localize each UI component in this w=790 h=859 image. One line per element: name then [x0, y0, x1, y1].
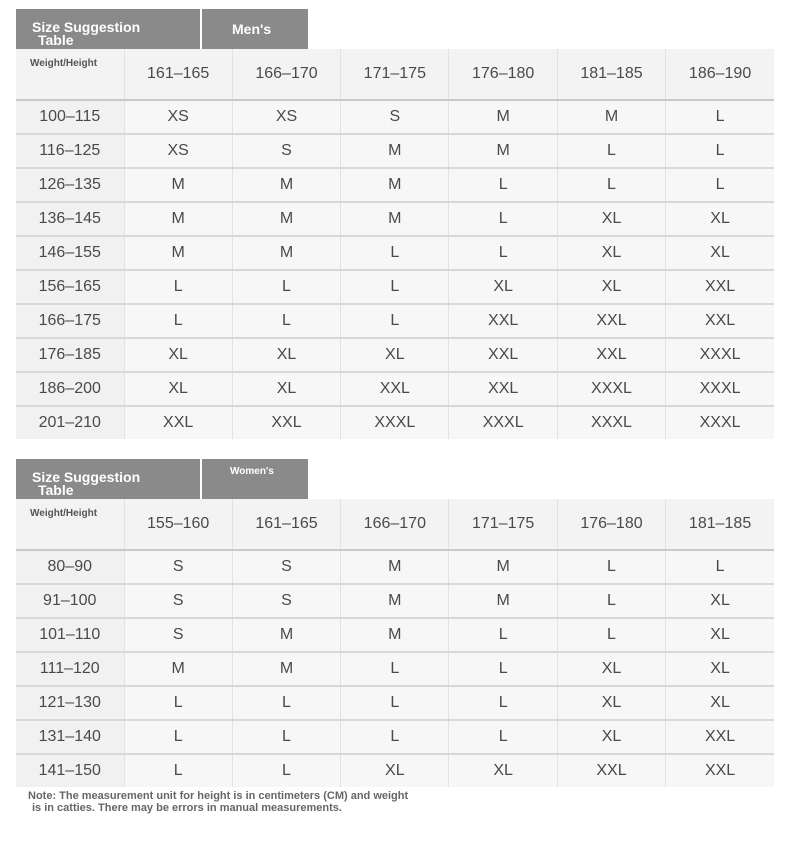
size-cell: M: [341, 618, 449, 652]
womens-size-table-block: [16, 459, 774, 787]
size-cell: XXXL: [666, 372, 774, 406]
size-cell: XXL: [666, 754, 774, 787]
size-cell: L: [666, 100, 774, 134]
height-header-cell: 155–160: [124, 499, 232, 550]
size-cell: M: [449, 100, 557, 134]
womens-title-line1: Size Suggestion: [32, 469, 141, 485]
size-cell: XL: [557, 652, 665, 686]
table-header-row: [16, 499, 774, 550]
table-row: [16, 686, 774, 720]
size-cell: XL: [666, 202, 774, 236]
size-cell: L: [232, 686, 340, 720]
size-cell: S: [341, 100, 449, 134]
size-cell: XXL: [341, 372, 449, 406]
table-row: [16, 550, 774, 584]
weight-cell: 91–100: [16, 584, 124, 618]
size-cell: M: [124, 202, 232, 236]
weight-cell: 146–155: [16, 236, 124, 270]
table-row: [16, 754, 774, 787]
size-cell: XL: [557, 270, 665, 304]
mens-size-table: [16, 49, 774, 439]
womens-title-line2: Table: [38, 482, 74, 498]
size-cell: XXL: [666, 304, 774, 338]
size-cell: XXXL: [449, 406, 557, 439]
size-cell: XXXL: [666, 406, 774, 439]
size-cell: L: [232, 270, 340, 304]
size-cell: M: [341, 134, 449, 168]
table-row: [16, 202, 774, 236]
height-header-cell: 161–165: [232, 499, 340, 550]
note-line2: is in catties. There may be errors in manual measurements.: [32, 802, 342, 814]
size-cell: XXXL: [341, 406, 449, 439]
size-cell: XXXL: [666, 338, 774, 372]
weight-cell: 141–150: [16, 754, 124, 787]
weight-cell: 126–135: [16, 168, 124, 202]
size-cell: XXL: [449, 372, 557, 406]
size-cell: XL: [449, 754, 557, 787]
table-row: [16, 584, 774, 618]
height-header-cell: 176–180: [449, 49, 557, 100]
size-cell: XXL: [666, 720, 774, 754]
weight-cell: 176–185: [16, 338, 124, 372]
weight-cell: 80–90: [16, 550, 124, 584]
size-cell: L: [124, 686, 232, 720]
size-cell: M: [124, 168, 232, 202]
size-cell: L: [124, 270, 232, 304]
table-row: [16, 618, 774, 652]
size-cell: L: [449, 168, 557, 202]
size-cell: S: [232, 134, 340, 168]
weight-cell: 100–115: [16, 100, 124, 134]
size-cell: XXL: [232, 406, 340, 439]
mens-size-table-block: [16, 9, 774, 439]
size-cell: M: [232, 236, 340, 270]
table-row: [16, 652, 774, 686]
size-cell: XXL: [557, 754, 665, 787]
size-cell: S: [232, 584, 340, 618]
size-cell: XXL: [557, 304, 665, 338]
table-row: [16, 100, 774, 134]
weight-cell: 186–200: [16, 372, 124, 406]
table-row: [16, 134, 774, 168]
table-header-row: [16, 49, 774, 100]
size-cell: XL: [666, 584, 774, 618]
weight-cell: 201–210: [16, 406, 124, 439]
height-header-cell: 181–185: [557, 49, 665, 100]
table-row: [16, 406, 774, 439]
weight-cell: 101–110: [16, 618, 124, 652]
height-header-cell: 171–175: [449, 499, 557, 550]
table-row: [16, 338, 774, 372]
size-cell: L: [449, 202, 557, 236]
weight-cell: 156–165: [16, 270, 124, 304]
size-cell: XXL: [666, 270, 774, 304]
size-cell: L: [449, 618, 557, 652]
height-header-cell: 166–170: [232, 49, 340, 100]
size-cell: M: [341, 202, 449, 236]
size-cell: L: [557, 168, 665, 202]
size-cell: L: [341, 236, 449, 270]
mens-table-header-tabs: [16, 9, 774, 49]
table-row: [16, 168, 774, 202]
womens-size-table: [16, 499, 774, 787]
size-cell: M: [232, 652, 340, 686]
size-cell: XS: [124, 100, 232, 134]
weight-cell: 166–175: [16, 304, 124, 338]
table-row: [16, 236, 774, 270]
size-cell: XS: [124, 134, 232, 168]
size-cell: XXXL: [557, 372, 665, 406]
weight-cell: 111–120: [16, 652, 124, 686]
womens-table-title: [16, 459, 200, 499]
size-cell: M: [232, 168, 340, 202]
size-cell: L: [232, 754, 340, 787]
size-cell: L: [124, 754, 232, 787]
size-cell: L: [557, 618, 665, 652]
size-cell: L: [124, 304, 232, 338]
size-cell: XL: [666, 652, 774, 686]
table-row: [16, 270, 774, 304]
size-cell: XL: [557, 686, 665, 720]
size-cell: L: [124, 720, 232, 754]
mens-title-line1: Size Suggestion: [32, 19, 141, 35]
mens-title-line2: Table: [38, 32, 74, 48]
size-cell: L: [557, 550, 665, 584]
size-cell: M: [341, 168, 449, 202]
size-cell: XXL: [449, 338, 557, 372]
size-cell: L: [341, 652, 449, 686]
size-cell: M: [232, 202, 340, 236]
size-cell: XL: [124, 338, 232, 372]
table-row: [16, 720, 774, 754]
weight-cell: 131–140: [16, 720, 124, 754]
size-cell: L: [449, 652, 557, 686]
size-cell: S: [124, 550, 232, 584]
height-header-cell: 186–190: [666, 49, 774, 100]
weight-cell: 136–145: [16, 202, 124, 236]
womens-table-header-tabs: [16, 459, 774, 499]
measurement-note: [28, 790, 408, 814]
size-cell: M: [341, 550, 449, 584]
table-row: [16, 304, 774, 338]
height-header-cell: 171–175: [341, 49, 449, 100]
size-cell: S: [232, 550, 340, 584]
mens-gender-tab: Men's: [202, 9, 308, 49]
size-cell: XL: [557, 202, 665, 236]
weight-height-corner-label: Weight/Height: [16, 49, 124, 100]
size-cell: XS: [232, 100, 340, 134]
size-cell: XXL: [449, 304, 557, 338]
size-cell: L: [449, 686, 557, 720]
size-cell: XXL: [557, 338, 665, 372]
size-cell: L: [449, 720, 557, 754]
size-cell: XL: [557, 720, 665, 754]
size-cell: M: [341, 584, 449, 618]
size-cell: XL: [666, 618, 774, 652]
size-cell: L: [666, 168, 774, 202]
size-cell: XXXL: [557, 406, 665, 439]
height-header-cell: 181–185: [666, 499, 774, 550]
weight-cell: 116–125: [16, 134, 124, 168]
womens-gender-tab: Women's: [202, 459, 308, 499]
height-header-cell: 176–180: [557, 499, 665, 550]
size-cell: M: [449, 550, 557, 584]
size-cell: S: [124, 584, 232, 618]
size-cell: XL: [232, 338, 340, 372]
size-cell: L: [341, 686, 449, 720]
size-cell: L: [232, 720, 340, 754]
height-header-cell: 161–165: [124, 49, 232, 100]
size-cell: M: [449, 584, 557, 618]
size-cell: L: [666, 550, 774, 584]
size-cell: L: [557, 584, 665, 618]
note-line1: Note: The measurement unit for height is in centimeters (CM) and weight: [28, 790, 409, 802]
size-cell: XL: [666, 236, 774, 270]
height-header-cell: 166–170: [341, 499, 449, 550]
size-cell: L: [341, 720, 449, 754]
size-cell: XL: [124, 372, 232, 406]
size-cell: S: [124, 618, 232, 652]
size-cell: L: [557, 134, 665, 168]
size-cell: XL: [341, 754, 449, 787]
size-cell: XL: [557, 236, 665, 270]
size-cell: M: [124, 652, 232, 686]
size-cell: L: [666, 134, 774, 168]
size-cell: XL: [232, 372, 340, 406]
size-cell: M: [449, 134, 557, 168]
size-cell: L: [341, 304, 449, 338]
size-cell: L: [449, 236, 557, 270]
size-cell: XL: [666, 686, 774, 720]
size-cell: M: [557, 100, 665, 134]
weight-cell: 121–130: [16, 686, 124, 720]
size-cell: M: [124, 236, 232, 270]
size-cell: XL: [449, 270, 557, 304]
table-row: [16, 372, 774, 406]
size-cell: XXL: [124, 406, 232, 439]
weight-height-corner-label: Weight/Height: [16, 499, 124, 550]
size-cell: L: [341, 270, 449, 304]
size-cell: XL: [341, 338, 449, 372]
size-cell: L: [232, 304, 340, 338]
size-cell: M: [232, 618, 340, 652]
mens-table-title: [16, 9, 200, 49]
